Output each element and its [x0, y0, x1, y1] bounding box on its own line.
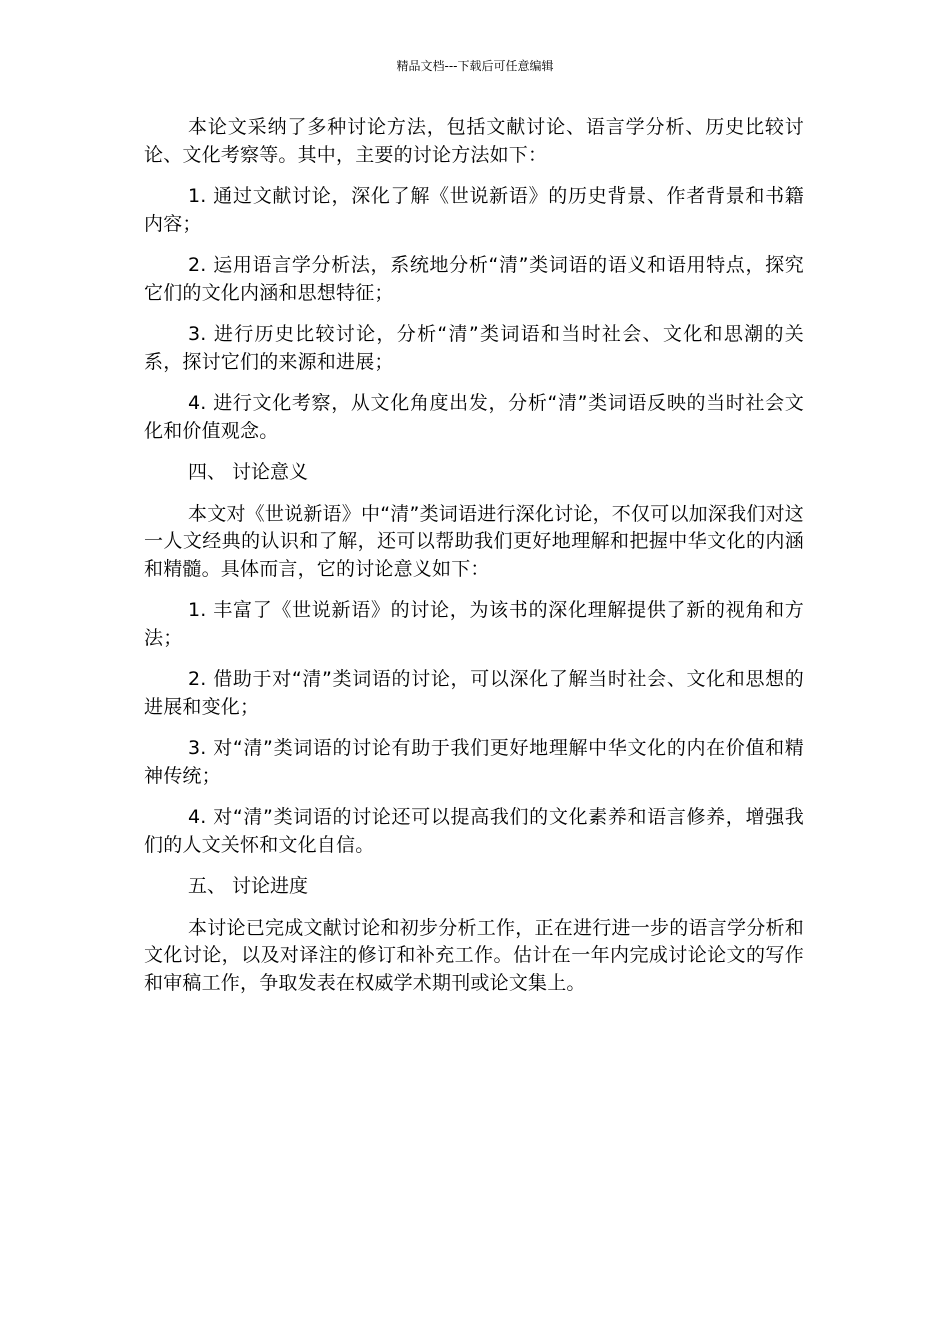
- method-item-2: 2. 运用语言学分析法，系统地分析“清”类词语的语义和语用特点，探究它们的文化内涵和思想特征；: [144, 254, 804, 304]
- method-item-1: 1. 通过文献讨论，深化了解《世说新语》的历史背景、作者背景和书籍内容；: [144, 185, 804, 235]
- page-header: 精品文档---下载后可任意编辑: [396, 59, 554, 73]
- significance-intro-paragraph: 本文对《世说新语》中“清”类词语进行深化讨论，不仅可以加深我们对这一人文经典的认识和了解，还可以帮助我们更好地理解和把握中华文化的内涵和精髓。具体而言，它的讨论意义如下：: [144, 502, 804, 580]
- progress-paragraph: 本讨论已完成文献讨论和初步分析工作，正在进行进一步的语言学分析和文化讨论，以及对译注的修订和补充工作。估计在一年内完成讨论论文的写作和审稿工作，争取发表在权威学术期刊或论文集上。: [144, 916, 804, 994]
- significance-item-4: 4. 对“清”类词语的讨论还可以提高我们的文化素养和语言修养，增强我们的人文关怀和文化自信。: [144, 806, 804, 856]
- section-heading-progress: 五、 讨论进度: [188, 875, 309, 897]
- section-heading-significance: 四、 讨论意义: [188, 461, 309, 483]
- significance-item-1: 1. 丰富了《世说新语》的讨论，为该书的深化理解提供了新的视角和方法；: [144, 599, 804, 649]
- significance-item-3: 3. 对“清”类词语的讨论有助于我们更好地理解中华文化的内在价值和精神传统；: [144, 737, 804, 787]
- methods-intro-paragraph: 本论文采纳了多种讨论方法，包括文献讨论、语言学分析、历史比较讨论、文化考察等。其中，主要的讨论方法如下：: [144, 116, 804, 166]
- method-item-3: 3. 进行历史比较讨论，分析“清”类词语和当时社会、文化和思潮的关系，探讨它们的来源和进展；: [144, 323, 804, 373]
- document-body: [144, 114, 804, 1011]
- method-item-4: 4. 进行文化考察，从文化角度出发，分析“清”类词语反映的当时社会文化和价值观念。: [144, 392, 804, 442]
- significance-item-2: 2. 借助于对“清”类词语的讨论，可以深化了解当时社会、文化和思想的进展和变化；: [144, 668, 804, 718]
